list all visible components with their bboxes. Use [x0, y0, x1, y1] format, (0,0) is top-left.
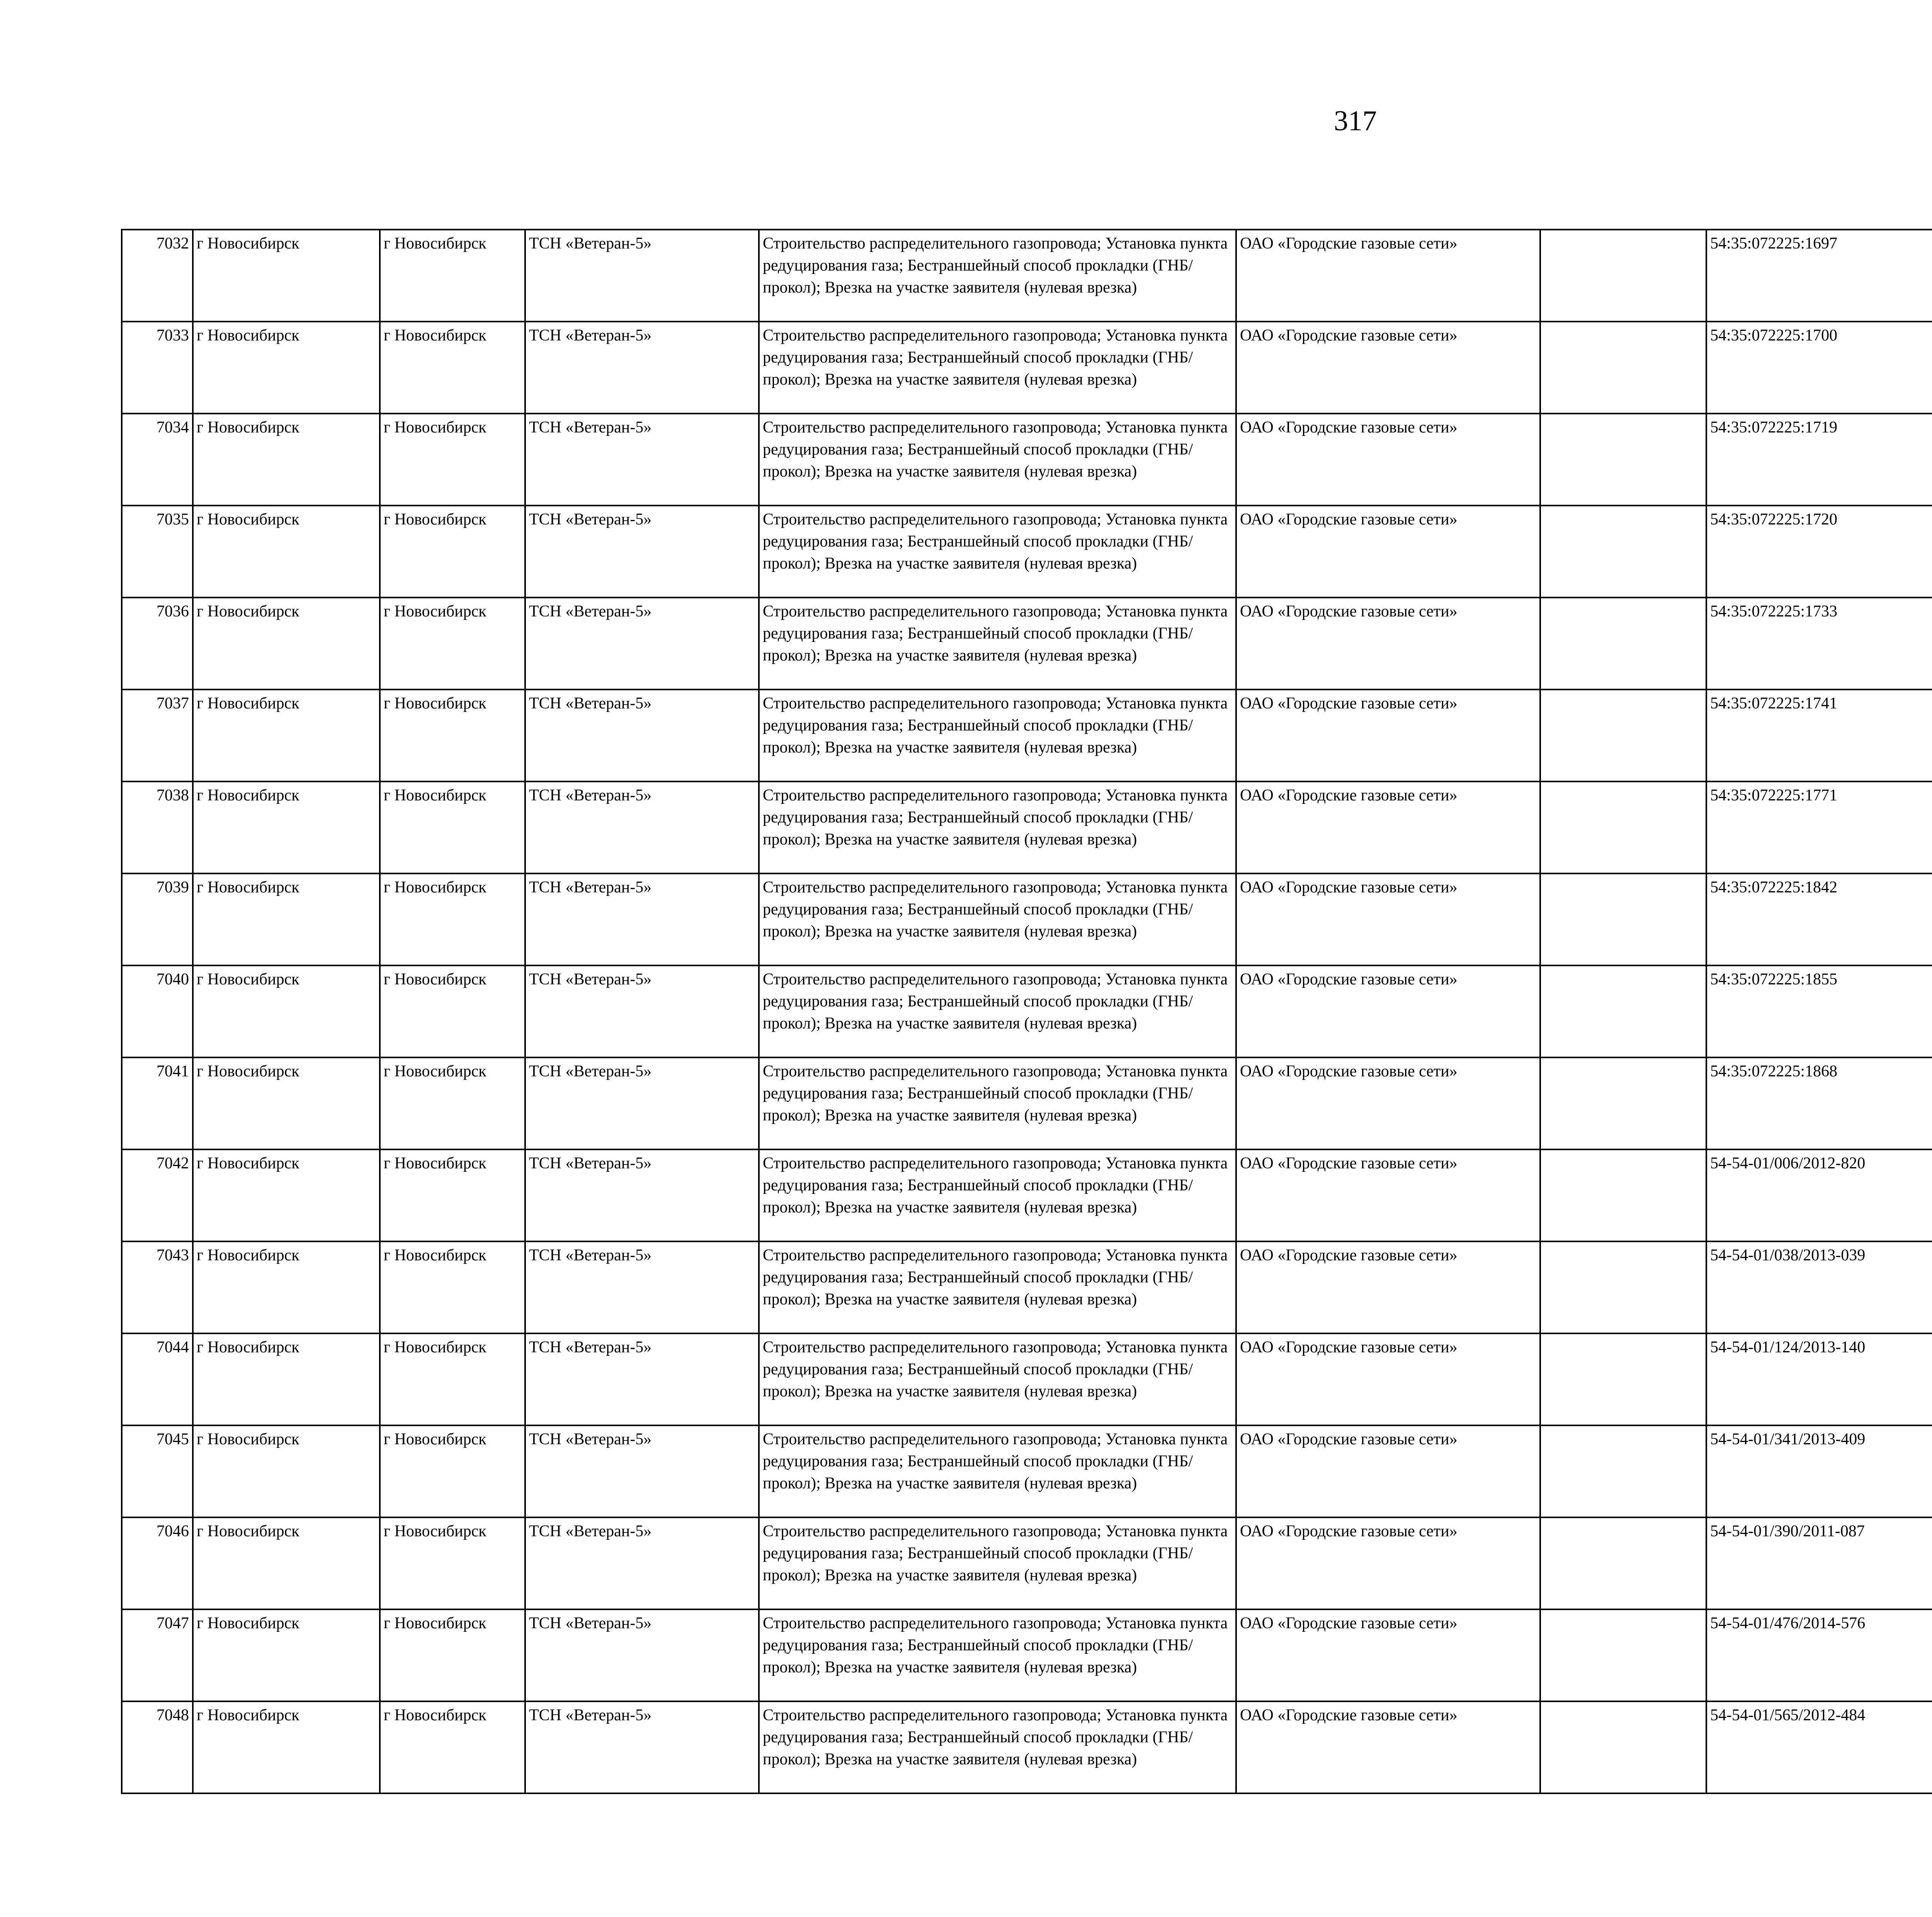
- cell-id: 7048: [122, 1701, 193, 1793]
- cell-operator: ОАО «Городские газовые сети»: [1236, 1149, 1540, 1241]
- cell-object: ТСН «Ветеран-5»: [525, 230, 759, 322]
- cell-settlement: г Новосибирск: [380, 965, 525, 1057]
- cell-operator: ОАО «Городские газовые сети»: [1236, 781, 1540, 873]
- cell-empty: [1540, 230, 1706, 322]
- table-row: [122, 965, 1932, 1057]
- cell-empty: [1540, 781, 1706, 873]
- cell-operator: ОАО «Городские газовые сети»: [1236, 322, 1540, 414]
- cell-settlement: г Новосибирск: [380, 1517, 525, 1609]
- table-row: [122, 230, 1932, 322]
- table-row: [122, 1425, 1932, 1517]
- cell-operator: ОАО «Городские газовые сети»: [1236, 1701, 1540, 1793]
- cell-empty: [1540, 1241, 1706, 1333]
- page-number: 317: [1334, 105, 1377, 137]
- cell-municipality: г Новосибирск: [193, 322, 380, 414]
- table-row: [122, 1701, 1932, 1793]
- cell-settlement: г Новосибирск: [380, 1609, 525, 1701]
- cell-empty: [1540, 1333, 1706, 1425]
- cell-settlement: г Новосибирск: [380, 1425, 525, 1517]
- cell-operator: ОАО «Городские газовые сети»: [1236, 506, 1540, 598]
- cell-municipality: г Новосибирск: [193, 414, 380, 506]
- cell-operator: ОАО «Городские газовые сети»: [1236, 1057, 1540, 1149]
- table-row: [122, 1149, 1932, 1241]
- cell-empty: [1540, 1609, 1706, 1701]
- table-row: [122, 690, 1932, 781]
- cell-cadastral-number: 54-54-01/006/2012-820: [1706, 1149, 1932, 1241]
- cell-id: 7047: [122, 1609, 193, 1701]
- cell-works: Строительство распределительного газопровода; Установка пункта редуцирования газа; Бестраншейный способ прокладки (ГНБ/прокол); Врезка на участке заявителя (нулевая врезка): [759, 598, 1236, 690]
- cell-id: 7032: [122, 230, 193, 322]
- cell-object: ТСН «Ветеран-5»: [525, 1333, 759, 1425]
- cell-empty: [1540, 965, 1706, 1057]
- cell-id: 7033: [122, 322, 193, 414]
- cell-settlement: г Новосибирск: [380, 506, 525, 598]
- cell-works: Строительство распределительного газопровода; Установка пункта редуцирования газа; Бестраншейный способ прокладки (ГНБ/прокол); Врезка на участке заявителя (нулевая врезка): [759, 873, 1236, 965]
- cell-empty: [1540, 1517, 1706, 1609]
- cell-works: Строительство распределительного газопровода; Установка пункта редуцирования газа; Бестраншейный способ прокладки (ГНБ/прокол); Врезка на участке заявителя (нулевая врезка): [759, 1149, 1236, 1241]
- cell-id: 7045: [122, 1425, 193, 1517]
- registry-table: [121, 229, 1932, 1794]
- cell-object: ТСН «Ветеран-5»: [525, 873, 759, 965]
- cell-cadastral-number: 54:35:072225:1720: [1706, 506, 1932, 598]
- cell-works: Строительство распределительного газопровода; Установка пункта редуцирования газа; Бестраншейный способ прокладки (ГНБ/прокол); Врезка на участке заявителя (нулевая врезка): [759, 230, 1236, 322]
- cell-settlement: г Новосибирск: [380, 1149, 525, 1241]
- cell-id: 7044: [122, 1333, 193, 1425]
- cell-empty: [1540, 506, 1706, 598]
- cell-cadastral-number: 54:35:072225:1719: [1706, 414, 1932, 506]
- cell-cadastral-number: 54:35:072225:1855: [1706, 965, 1932, 1057]
- cell-settlement: г Новосибирск: [380, 1701, 525, 1793]
- cell-empty: [1540, 1057, 1706, 1149]
- cell-works: Строительство распределительного газопровода; Установка пункта редуцирования газа; Бестраншейный способ прокладки (ГНБ/прокол); Врезка на участке заявителя (нулевая врезка): [759, 1241, 1236, 1333]
- table-row: [122, 1241, 1932, 1333]
- cell-operator: ОАО «Городские газовые сети»: [1236, 1241, 1540, 1333]
- cell-municipality: г Новосибирск: [193, 1241, 380, 1333]
- cell-works: Строительство распределительного газопровода; Установка пункта редуцирования газа; Бестраншейный способ прокладки (ГНБ/прокол); Врезка на участке заявителя (нулевая врезка): [759, 781, 1236, 873]
- table-row: [122, 1057, 1932, 1149]
- cell-settlement: г Новосибирск: [380, 322, 525, 414]
- cell-object: ТСН «Ветеран-5»: [525, 506, 759, 598]
- cell-cadastral-number: 54-54-01/565/2012-484: [1706, 1701, 1932, 1793]
- cell-settlement: г Новосибирск: [380, 690, 525, 781]
- cell-operator: ОАО «Городские газовые сети»: [1236, 414, 1540, 506]
- cell-municipality: г Новосибирск: [193, 781, 380, 873]
- cell-cadastral-number: 54:35:072225:1771: [1706, 781, 1932, 873]
- cell-cadastral-number: 54:35:072225:1700: [1706, 322, 1932, 414]
- cell-municipality: г Новосибирск: [193, 1425, 380, 1517]
- cell-municipality: г Новосибирск: [193, 1057, 380, 1149]
- table-row: [122, 1517, 1932, 1609]
- cell-id: 7043: [122, 1241, 193, 1333]
- cell-object: ТСН «Ветеран-5»: [525, 690, 759, 781]
- cell-settlement: г Новосибирск: [380, 598, 525, 690]
- table-row: [122, 1609, 1932, 1701]
- cell-id: 7036: [122, 598, 193, 690]
- cell-object: ТСН «Ветеран-5»: [525, 1517, 759, 1609]
- table-row: [122, 598, 1932, 690]
- cell-works: Строительство распределительного газопровода; Установка пункта редуцирования газа; Бестраншейный способ прокладки (ГНБ/прокол); Врезка на участке заявителя (нулевая врезка): [759, 1701, 1236, 1793]
- cell-empty: [1540, 322, 1706, 414]
- cell-object: ТСН «Ветеран-5»: [525, 1057, 759, 1149]
- cell-municipality: г Новосибирск: [193, 230, 380, 322]
- cell-empty: [1540, 873, 1706, 965]
- cell-settlement: г Новосибирск: [380, 1057, 525, 1149]
- cell-id: 7039: [122, 873, 193, 965]
- cell-object: ТСН «Ветеран-5»: [525, 1241, 759, 1333]
- cell-settlement: г Новосибирск: [380, 781, 525, 873]
- cell-cadastral-number: 54:35:072225:1697: [1706, 230, 1932, 322]
- cell-operator: ОАО «Городские газовые сети»: [1236, 598, 1540, 690]
- cell-works: Строительство распределительного газопровода; Установка пункта редуцирования газа; Бестраншейный способ прокладки (ГНБ/прокол); Врезка на участке заявителя (нулевая врезка): [759, 690, 1236, 781]
- cell-works: Строительство распределительного газопровода; Установка пункта редуцирования газа; Бестраншейный способ прокладки (ГНБ/прокол); Врезка на участке заявителя (нулевая врезка): [759, 322, 1236, 414]
- cell-empty: [1540, 598, 1706, 690]
- cell-municipality: г Новосибирск: [193, 873, 380, 965]
- cell-works: Строительство распределительного газопровода; Установка пункта редуцирования газа; Бестраншейный способ прокладки (ГНБ/прокол); Врезка на участке заявителя (нулевая врезка): [759, 1333, 1236, 1425]
- cell-empty: [1540, 1425, 1706, 1517]
- cell-operator: ОАО «Городские газовые сети»: [1236, 873, 1540, 965]
- cell-cadastral-number: 54:35:072225:1868: [1706, 1057, 1932, 1149]
- cell-object: ТСН «Ветеран-5»: [525, 1425, 759, 1517]
- cell-object: ТСН «Ветеран-5»: [525, 1701, 759, 1793]
- cell-object: ТСН «Ветеран-5»: [525, 414, 759, 506]
- cell-id: 7034: [122, 414, 193, 506]
- cell-operator: ОАО «Городские газовые сети»: [1236, 230, 1540, 322]
- cell-municipality: г Новосибирск: [193, 1701, 380, 1793]
- table-row: [122, 873, 1932, 965]
- table-row: [122, 322, 1932, 414]
- cell-municipality: г Новосибирск: [193, 506, 380, 598]
- cell-id: 7046: [122, 1517, 193, 1609]
- cell-municipality: г Новосибирск: [193, 1609, 380, 1701]
- cell-empty: [1540, 414, 1706, 506]
- cell-id: 7042: [122, 1149, 193, 1241]
- cell-cadastral-number: 54-54-01/341/2013-409: [1706, 1425, 1932, 1517]
- cell-id: 7037: [122, 690, 193, 781]
- cell-municipality: г Новосибирск: [193, 690, 380, 781]
- cell-municipality: г Новосибирск: [193, 1149, 380, 1241]
- cell-settlement: г Новосибирск: [380, 1333, 525, 1425]
- cell-cadastral-number: 54:35:072225:1842: [1706, 873, 1932, 965]
- cell-object: ТСН «Ветеран-5»: [525, 781, 759, 873]
- cell-settlement: г Новосибирск: [380, 873, 525, 965]
- table-row: [122, 781, 1932, 873]
- cell-id: 7041: [122, 1057, 193, 1149]
- cell-operator: ОАО «Городские газовые сети»: [1236, 965, 1540, 1057]
- cell-works: Строительство распределительного газопровода; Установка пункта редуцирования газа; Бестраншейный способ прокладки (ГНБ/прокол); Врезка на участке заявителя (нулевая врезка): [759, 1057, 1236, 1149]
- cell-cadastral-number: 54-54-01/390/2011-087: [1706, 1517, 1932, 1609]
- cell-municipality: г Новосибирск: [193, 598, 380, 690]
- cell-empty: [1540, 1149, 1706, 1241]
- cell-object: ТСН «Ветеран-5»: [525, 1609, 759, 1701]
- cell-cadastral-number: 54-54-01/476/2014-576: [1706, 1609, 1932, 1701]
- cell-id: 7040: [122, 965, 193, 1057]
- cell-object: ТСН «Ветеран-5»: [525, 598, 759, 690]
- cell-cadastral-number: 54:35:072225:1741: [1706, 690, 1932, 781]
- cell-works: Строительство распределительного газопровода; Установка пункта редуцирования газа; Бестраншейный способ прокладки (ГНБ/прокол); Врезка на участке заявителя (нулевая врезка): [759, 1609, 1236, 1701]
- cell-works: Строительство распределительного газопровода; Установка пункта редуцирования газа; Бестраншейный способ прокладки (ГНБ/прокол); Врезка на участке заявителя (нулевая врезка): [759, 1517, 1236, 1609]
- table-row: [122, 506, 1932, 598]
- cell-id: 7035: [122, 506, 193, 598]
- cell-works: Строительство распределительного газопровода; Установка пункта редуцирования газа; Бестраншейный способ прокладки (ГНБ/прокол); Врезка на участке заявителя (нулевая врезка): [759, 414, 1236, 506]
- cell-municipality: г Новосибирск: [193, 1517, 380, 1609]
- cell-settlement: г Новосибирск: [380, 1241, 525, 1333]
- cell-operator: ОАО «Городские газовые сети»: [1236, 1333, 1540, 1425]
- cell-municipality: г Новосибирск: [193, 1333, 380, 1425]
- table-body: [122, 230, 1932, 1793]
- cell-works: Строительство распределительного газопровода; Установка пункта редуцирования газа; Бестраншейный способ прокладки (ГНБ/прокол); Врезка на участке заявителя (нулевая врезка): [759, 1425, 1236, 1517]
- cell-object: ТСН «Ветеран-5»: [525, 322, 759, 414]
- cell-id: 7038: [122, 781, 193, 873]
- cell-operator: ОАО «Городские газовые сети»: [1236, 1425, 1540, 1517]
- table-row: [122, 414, 1932, 506]
- cell-cadastral-number: 54-54-01/124/2013-140: [1706, 1333, 1932, 1425]
- cell-cadastral-number: 54:35:072225:1733: [1706, 598, 1932, 690]
- cell-works: Строительство распределительного газопровода; Установка пункта редуцирования газа; Бестраншейный способ прокладки (ГНБ/прокол); Врезка на участке заявителя (нулевая врезка): [759, 965, 1236, 1057]
- cell-cadastral-number: 54-54-01/038/2013-039: [1706, 1241, 1932, 1333]
- table-row: [122, 1333, 1932, 1425]
- cell-settlement: г Новосибирск: [380, 414, 525, 506]
- cell-municipality: г Новосибирск: [193, 965, 380, 1057]
- cell-works: Строительство распределительного газопровода; Установка пункта редуцирования газа; Бестраншейный способ прокладки (ГНБ/прокол); Врезка на участке заявителя (нулевая врезка): [759, 506, 1236, 598]
- cell-operator: ОАО «Городские газовые сети»: [1236, 1609, 1540, 1701]
- cell-object: ТСН «Ветеран-5»: [525, 1149, 759, 1241]
- cell-object: ТСН «Ветеран-5»: [525, 965, 759, 1057]
- cell-empty: [1540, 690, 1706, 781]
- cell-operator: ОАО «Городские газовые сети»: [1236, 690, 1540, 781]
- cell-empty: [1540, 1701, 1706, 1793]
- cell-settlement: г Новосибирск: [380, 230, 525, 322]
- cell-operator: ОАО «Городские газовые сети»: [1236, 1517, 1540, 1609]
